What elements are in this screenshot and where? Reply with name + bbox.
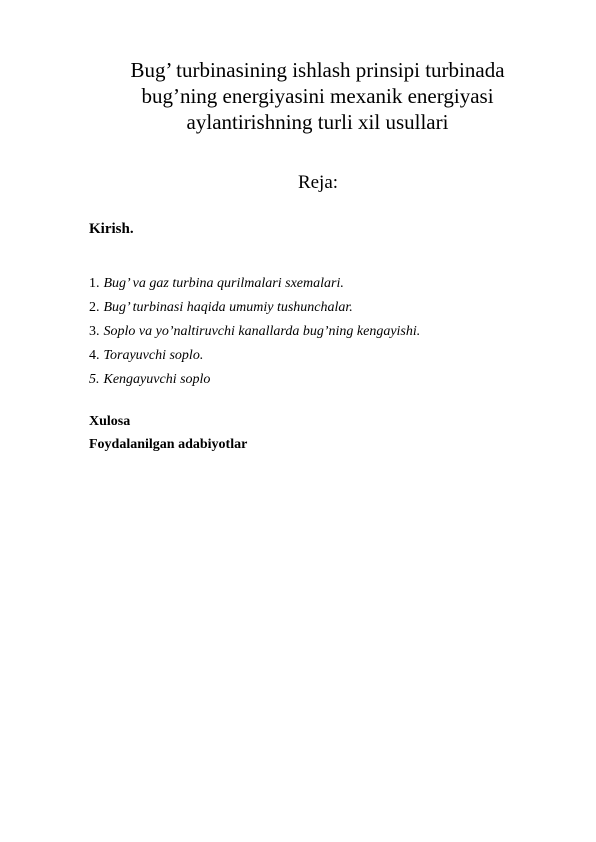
toc-item	[89, 275, 420, 299]
toc-item-number: 3.	[89, 324, 100, 339]
references-heading: Foydalanilgan adabiyotlar	[89, 437, 248, 452]
toc-item-number: 4.	[89, 348, 100, 363]
table-of-contents	[89, 275, 420, 395]
toc-item-number: 5.	[89, 372, 100, 387]
toc-item-text: Kengayuvchi soplo	[103, 372, 211, 387]
toc-item-text: Soplo va yo’naltiruvchi kanallarda bug’ning kengayishi.	[103, 324, 421, 339]
toc-item-text: Torayuvchi soplo.	[103, 348, 204, 363]
document-title	[110, 57, 525, 135]
closing-sections	[89, 413, 247, 459]
toc-item-number: 2.	[89, 300, 100, 315]
plan-heading: Reja:	[297, 172, 339, 193]
title-line: bug’ning energiyasini mexanik energiyasi	[141, 84, 494, 108]
conclusion-heading: Xulosa	[89, 414, 131, 429]
toc-item-text: Bug’ turbinasi haqida umumiy tushunchalar.	[103, 300, 353, 315]
intro-heading: Kirish.	[89, 221, 134, 237]
toc-item	[89, 371, 420, 395]
toc-item	[89, 299, 420, 323]
title-line: aylantirishning turli xil usullari	[186, 110, 449, 134]
toc-item	[89, 347, 420, 371]
toc-item	[89, 323, 420, 347]
toc-item-text: Bug’ va gaz turbina qurilmalari sxemalari.	[103, 276, 344, 291]
toc-item-number: 1.	[89, 276, 100, 291]
title-line: Bug’ turbinasining ishlash prinsipi turbinada	[130, 58, 505, 82]
